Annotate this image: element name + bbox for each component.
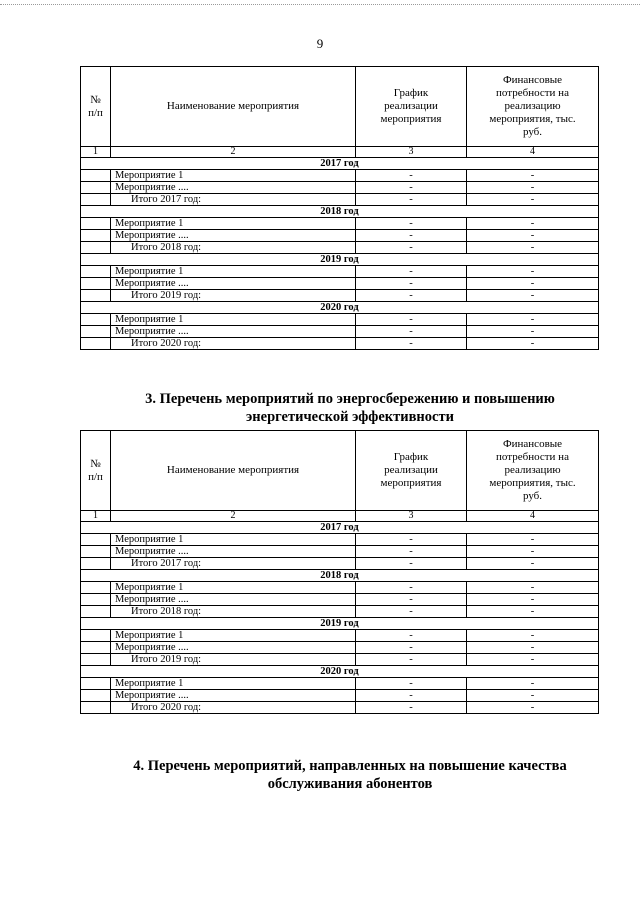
event-name: Мероприятие 1: [111, 534, 356, 546]
finance-value: -: [467, 290, 599, 302]
scan-top-edge: [0, 4, 640, 5]
schedule-value: -: [356, 170, 467, 182]
row-number-cell: [81, 546, 111, 558]
finance-value: -: [467, 654, 599, 666]
year-label: 2017 год: [81, 522, 599, 534]
row-number-cell: [81, 170, 111, 182]
total-row: [81, 606, 599, 618]
schedule-value: -: [356, 654, 467, 666]
schedule-value: -: [356, 534, 467, 546]
row-number-cell: [81, 314, 111, 326]
column-numbers-row: [81, 511, 599, 522]
events-table-1: [80, 66, 599, 350]
finance-value: -: [467, 546, 599, 558]
year-row: [81, 522, 599, 534]
total-label: Итого 2020 год:: [111, 702, 356, 714]
total-row: [81, 558, 599, 570]
row-number-cell: [81, 230, 111, 242]
schedule-value: -: [356, 290, 467, 302]
schedule-value: -: [356, 242, 467, 254]
year-row: [81, 158, 599, 170]
row-number-cell: [81, 326, 111, 338]
section-3-heading-line2: энергетической эффективности: [246, 409, 454, 425]
event-name: Мероприятие 1: [111, 266, 356, 278]
row-number-cell: [81, 690, 111, 702]
finance-value: -: [467, 326, 599, 338]
finance-value: -: [467, 702, 599, 714]
event-name: Мероприятие ....: [111, 278, 356, 290]
event-name: Мероприятие 1: [111, 314, 356, 326]
year-row: [81, 666, 599, 678]
column-number-cell: 4: [467, 511, 599, 522]
schedule-value: -: [356, 594, 467, 606]
section-3-heading-line1: 3. Перечень мероприятий по энергосбережению и повышению: [145, 391, 555, 407]
event-row: [81, 642, 599, 654]
header-number-line: п/п: [88, 106, 103, 119]
header-schedule-line: График: [393, 87, 429, 99]
row-number-cell: [81, 582, 111, 594]
finance-value: -: [467, 594, 599, 606]
schedule-value: -: [356, 266, 467, 278]
schedule-value: -: [356, 630, 467, 642]
header-name-cell: Наименование мероприятия: [111, 431, 356, 511]
finance-value: -: [467, 194, 599, 206]
table-header-row: [81, 67, 599, 147]
header-schedule-line: мероприятия: [380, 477, 442, 489]
total-label: Итого 2017 год:: [111, 558, 356, 570]
header-schedule-cell: [356, 431, 467, 511]
year-label: 2020 год: [81, 302, 599, 314]
finance-value: -: [467, 558, 599, 570]
finance-value: -: [467, 278, 599, 290]
header-finance-line: потребности на: [496, 87, 569, 99]
column-number-cell: 1: [81, 147, 111, 158]
schedule-value: -: [356, 326, 467, 338]
schedule-value: -: [356, 218, 467, 230]
row-number-cell: [81, 242, 111, 254]
column-number-cell: 2: [111, 147, 356, 158]
total-label: Итого 2019 год:: [111, 290, 356, 302]
total-row: [81, 194, 599, 206]
row-number-cell: [81, 642, 111, 654]
schedule-value: -: [356, 194, 467, 206]
total-row: [81, 338, 599, 350]
header-number-cell: [81, 431, 111, 511]
schedule-value: -: [356, 702, 467, 714]
header-number-cell: [81, 67, 111, 147]
total-label: Итого 2020 год:: [111, 338, 356, 350]
event-row: [81, 546, 599, 558]
finance-value: -: [467, 218, 599, 230]
event-name: Мероприятие 1: [111, 582, 356, 594]
event-row: [81, 582, 599, 594]
header-finance-line: реализацию: [504, 100, 561, 112]
total-label: Итого 2018 год:: [111, 242, 356, 254]
finance-value: -: [467, 266, 599, 278]
event-row: [81, 534, 599, 546]
finance-value: -: [467, 314, 599, 326]
events-table-2: [80, 430, 599, 714]
row-number-cell: [81, 534, 111, 546]
finance-value: -: [467, 690, 599, 702]
event-row: [81, 678, 599, 690]
schedule-value: -: [356, 642, 467, 654]
event-name: Мероприятие ....: [111, 230, 356, 242]
total-label: Итого 2017 год:: [111, 194, 356, 206]
year-label: 2019 год: [81, 254, 599, 266]
schedule-value: -: [356, 678, 467, 690]
event-name: Мероприятие ....: [111, 326, 356, 338]
event-row: [81, 326, 599, 338]
year-label: 2018 год: [81, 206, 599, 218]
finance-value: -: [467, 230, 599, 242]
section-4-heading: [60, 757, 640, 793]
header-finance-line: Финансовые: [502, 74, 563, 86]
row-number-cell: [81, 194, 111, 206]
schedule-value: -: [356, 230, 467, 242]
row-number-cell: [81, 558, 111, 570]
schedule-value: -: [356, 582, 467, 594]
column-numbers-row: [81, 147, 599, 158]
row-number-cell: [81, 182, 111, 194]
header-schedule-line: реализации: [384, 464, 438, 476]
finance-value: -: [467, 606, 599, 618]
header-number-line: №: [90, 457, 101, 470]
event-name: Мероприятие 1: [111, 170, 356, 182]
event-name: Мероприятие 1: [111, 630, 356, 642]
event-name: Мероприятие ....: [111, 690, 356, 702]
event-name: Мероприятие ....: [111, 594, 356, 606]
total-row: [81, 242, 599, 254]
event-name: Мероприятие ....: [111, 546, 356, 558]
event-row: [81, 594, 599, 606]
header-schedule-cell: [356, 67, 467, 147]
table-header-row: [81, 431, 599, 511]
header-schedule-line: реализации: [384, 100, 438, 112]
row-number-cell: [81, 266, 111, 278]
header-schedule-line: График: [393, 451, 429, 463]
total-row: [81, 290, 599, 302]
row-number-cell: [81, 678, 111, 690]
event-row: [81, 182, 599, 194]
event-row: [81, 630, 599, 642]
year-row: [81, 618, 599, 630]
year-label: 2019 год: [81, 618, 599, 630]
section-3-heading: [60, 390, 640, 426]
header-finance-line: реализацию: [504, 464, 561, 476]
total-row: [81, 702, 599, 714]
event-row: [81, 690, 599, 702]
event-row: [81, 266, 599, 278]
finance-value: -: [467, 630, 599, 642]
total-label: Итого 2019 год:: [111, 654, 356, 666]
schedule-value: -: [356, 606, 467, 618]
total-row: [81, 654, 599, 666]
event-name: Мероприятие 1: [111, 678, 356, 690]
header-finance-line: мероприятия, тыс.: [489, 477, 576, 489]
header-number-line: №: [90, 93, 101, 106]
column-number-cell: 3: [356, 147, 467, 158]
header-number-line: п/п: [88, 470, 103, 483]
finance-value: -: [467, 534, 599, 546]
schedule-value: -: [356, 314, 467, 326]
row-number-cell: [81, 338, 111, 350]
event-row: [81, 278, 599, 290]
header-schedule-line: мероприятия: [380, 113, 442, 125]
row-number-cell: [81, 654, 111, 666]
year-row: [81, 206, 599, 218]
event-row: [81, 230, 599, 242]
schedule-value: -: [356, 546, 467, 558]
section-4-heading-line2: обслуживания абонентов: [267, 776, 433, 792]
row-number-cell: [81, 218, 111, 230]
column-number-cell: 3: [356, 511, 467, 522]
schedule-value: -: [356, 182, 467, 194]
finance-value: -: [467, 182, 599, 194]
column-number-cell: 1: [81, 511, 111, 522]
finance-value: -: [467, 678, 599, 690]
year-label: 2020 год: [81, 666, 599, 678]
header-finance-line: мероприятия, тыс.: [489, 113, 576, 125]
row-number-cell: [81, 630, 111, 642]
header-finance-line: потребности на: [496, 451, 569, 463]
section-4-heading-line1: 4. Перечень мероприятий, направленных на повышение качества: [133, 758, 567, 774]
finance-value: -: [467, 338, 599, 350]
header-finance-line: руб.: [522, 126, 543, 138]
event-name: Мероприятие 1: [111, 218, 356, 230]
header-finance-cell: [467, 431, 599, 511]
finance-value: -: [467, 642, 599, 654]
schedule-value: -: [356, 338, 467, 350]
row-number-cell: [81, 594, 111, 606]
year-label: 2017 год: [81, 158, 599, 170]
row-number-cell: [81, 278, 111, 290]
finance-value: -: [467, 170, 599, 182]
header-finance-line: Финансовые: [502, 438, 563, 450]
row-number-cell: [81, 606, 111, 618]
schedule-value: -: [356, 558, 467, 570]
total-label: Итого 2018 год:: [111, 606, 356, 618]
event-row: [81, 218, 599, 230]
finance-value: -: [467, 242, 599, 254]
column-number-cell: 2: [111, 511, 356, 522]
page-number: 9: [316, 36, 324, 51]
year-row: [81, 254, 599, 266]
schedule-value: -: [356, 278, 467, 290]
event-row: [81, 314, 599, 326]
finance-value: -: [467, 582, 599, 594]
year-label: 2018 год: [81, 570, 599, 582]
year-row: [81, 302, 599, 314]
header-finance-cell: [467, 67, 599, 147]
header-finance-line: руб.: [522, 490, 543, 502]
event-row: [81, 170, 599, 182]
row-number-cell: [81, 702, 111, 714]
event-name: Мероприятие ....: [111, 182, 356, 194]
year-row: [81, 570, 599, 582]
header-name-cell: Наименование мероприятия: [111, 67, 356, 147]
schedule-value: -: [356, 690, 467, 702]
column-number-cell: 4: [467, 147, 599, 158]
row-number-cell: [81, 290, 111, 302]
event-name: Мероприятие ....: [111, 642, 356, 654]
